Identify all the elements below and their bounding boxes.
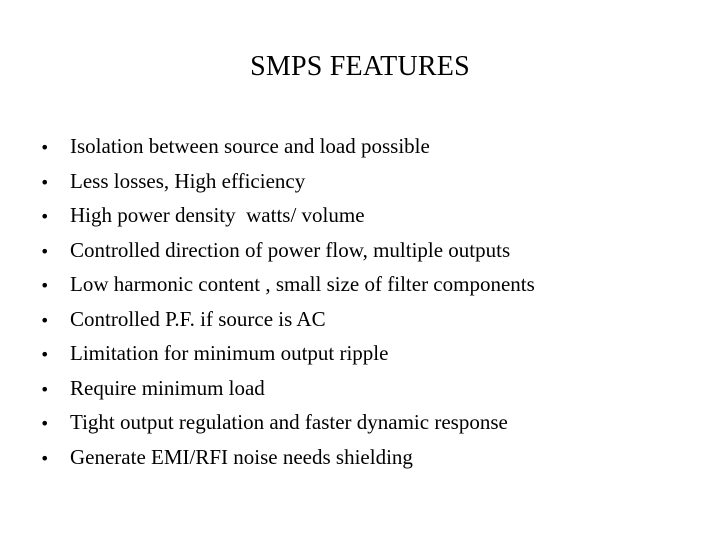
bullet-icon: •	[40, 172, 50, 192]
slide-title: SMPS FEATURES	[250, 51, 470, 82]
bullet-icon: •	[40, 345, 50, 364]
bullet-item	[40, 405, 535, 440]
bullet-item	[40, 371, 535, 406]
bullet-icon: •	[40, 276, 50, 295]
bullet-item	[40, 198, 535, 233]
bullet-text: Low harmonic content , small size of filter components	[70, 272, 535, 296]
bullet-icon: •	[40, 448, 50, 468]
bullet-text: Generate EMI/RFI noise needs shielding	[70, 444, 413, 469]
bullet-icon: •	[40, 379, 50, 399]
bullet-text: Require minimum load	[70, 375, 265, 400]
bullet-item	[40, 267, 535, 302]
bullet-icon: •	[40, 241, 50, 261]
bullet-text: High power density watts/ volume	[70, 203, 365, 227]
bullet-text: Isolation between source and load possible	[70, 134, 430, 158]
bullet-item	[40, 302, 535, 337]
bullet-text: Tight output regulation and faster dynamic response	[70, 410, 508, 434]
bullet-text: Controlled direction of power flow, multiple outputs	[70, 237, 511, 262]
bullet-icon: •	[40, 207, 50, 226]
bullet-icon: •	[40, 414, 50, 433]
bullet-item	[40, 233, 535, 268]
bullet-item	[40, 129, 535, 164]
bullet-item	[40, 164, 535, 199]
bullet-text: Controlled P.F. if source is AC	[70, 306, 326, 331]
bullet-text: Less losses, High efficiency	[70, 168, 306, 193]
bullet-icon: •	[40, 138, 50, 157]
bullet-item	[40, 336, 535, 371]
bullet-list	[40, 129, 535, 474]
bullet-icon: •	[40, 310, 50, 330]
bullet-text: Limitation for minimum output ripple	[70, 341, 389, 365]
bullet-item	[40, 440, 535, 475]
